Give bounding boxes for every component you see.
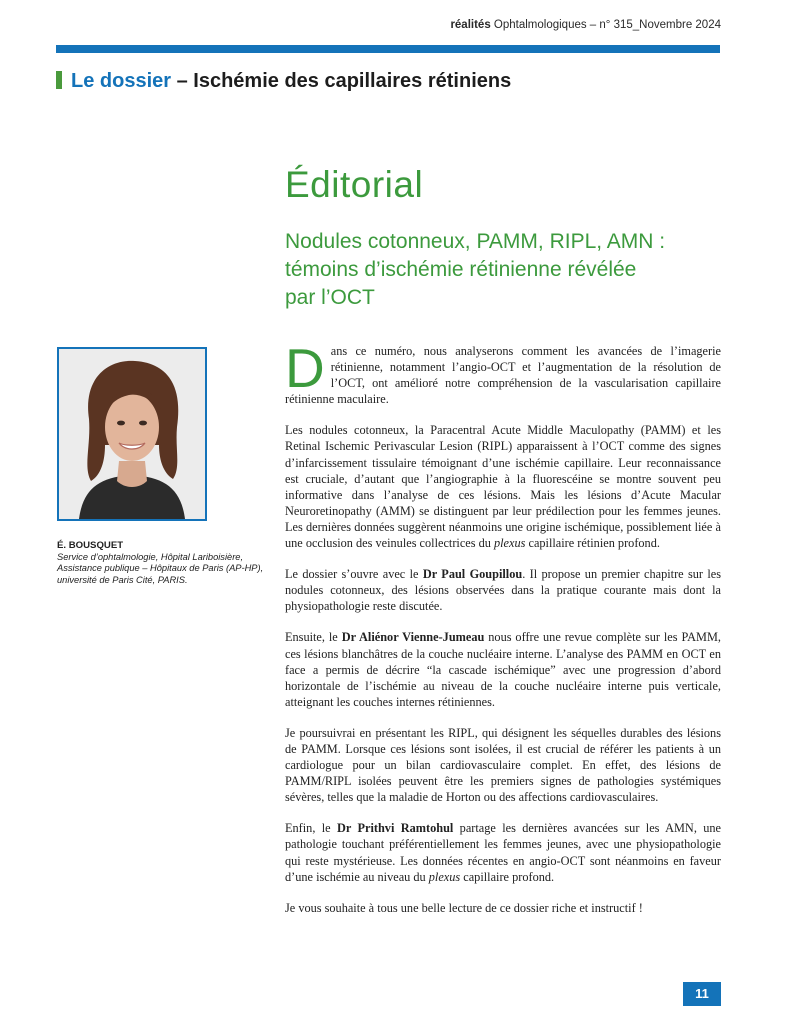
author-photo <box>57 347 207 521</box>
subtitle-line-1: Nodules cotonneux, PAMM, RIPL, AMN : <box>285 230 666 253</box>
paragraph-6-italic: plexus <box>428 869 461 884</box>
paragraph-7: Je vous souhaite à tous une belle lecture de ce dossier riche et instructif ! <box>285 900 643 915</box>
dossier-title: – Ischémie des capillaires rétiniens <box>171 70 512 92</box>
paragraph-6-text-b: partage les dernières avancées sur les AMN, une pathologie touchant préférentiellement les femmes jeunes, avec une physiopathologie qui reste mystérieuse. Les données récentes en angio-OCT sont néanmoins en faveur d’une ischémie au niveau du <box>285 821 722 884</box>
journal-header <box>450 19 721 31</box>
author-mention-goupillou: Dr Paul Goupillou <box>422 567 523 582</box>
paragraph-4-text-a: Ensuite, le <box>285 630 342 645</box>
author-mention-vienne-jumeau: Dr Aliénor Vienne-Jumeau <box>341 630 485 645</box>
author-affiliation-3: université de Paris Cité, PARIS. <box>57 574 188 585</box>
paragraph-2 <box>285 422 721 551</box>
editorial-heading: Éditorial <box>285 164 424 205</box>
author-affiliation-2: Assistance publique – Hôpitaux de Paris (AP-HP), <box>57 563 264 573</box>
author-portrait-illustration <box>59 349 205 519</box>
subtitle-line-2: témoins d’ischémie rétinienne révélée <box>285 258 637 281</box>
paragraph-4 <box>285 629 721 709</box>
dossier-heading <box>56 70 511 93</box>
header-rule <box>56 45 720 53</box>
paragraph-6-text-c: capillaire profond. <box>460 869 555 884</box>
paragraph-2-text-b: capillaire rétinien profond. <box>525 536 660 551</box>
subtitle-line-3: par l’OCT <box>285 286 375 309</box>
paragraph-1-text: ans ce numéro, nous analyserons comment les avancées de l’imagerie rétinienne, notamment l’angio-OCT et l’augmentation de la résolution de l’OCT, ont amélioré notre compréhension de la vascularisation capillaire rétinienne maculaire. <box>285 344 721 407</box>
drop-cap: D <box>285 337 325 399</box>
paragraph-3 <box>285 566 721 614</box>
paragraph-1 <box>285 337 721 407</box>
journal-brand: réalités <box>450 19 491 31</box>
paragraph-3-text-a: Le dossier s’ouvre avec le <box>285 567 423 582</box>
paragraph-5: Je poursuivrai en présentant les RIPL, qui désignent les séquelles durables des lésions de PAMM. Lorsque ces lésions sont isolées, il est crucial de référer les patients à un cardiologue pour un bilan cardiovasculaire complet. En effet, des lésions de PAMM/RIPL isolées peuvent être les premiers signes de pathologies systémiques sévères, telles que la maladie de Horton ou des affections cardiovasculaires. <box>285 725 721 805</box>
paragraph-6 <box>285 820 721 884</box>
paragraph-3-text-b: . Il propose un premier chapitre sur les nodules cotonneux, des lésions observées dans la pratique courante mais dont la physiopathologie reste discutée. <box>285 567 722 614</box>
green-marker <box>56 71 62 89</box>
paragraph-2-text-a: Les nodules cotonneux, la Paracentral Acute Middle Maculopathy (PAMM) et les Retinal Ischemic Perivascular Lesion (RIPL) apparaissent à l’OCT comme des signes d’infarcissement tissulaire témoignant d’une ischémie capillaire. Leur reconnaissance est cruciale, d’autant que l’angiographie à la fluorescéine se montre souvent peu informative dans l’analyse de ces lésions. Mais les lésions d’Acute Macular Neuroretinopathy (AMM) se distinguent par leur prédilection pour les femmes jeunes. Les dernières données suggèrent néanmoins une origine ischémique, possiblement liée à une occlusion des veinules collectrices du <box>285 423 721 551</box>
editorial-body <box>285 337 722 931</box>
page-number: 11 <box>683 982 721 1006</box>
author-affiliation-1: Service d’ophtalmologie, Hôpital Lariboisière, <box>57 551 244 562</box>
author-block <box>57 540 267 586</box>
paragraph-2-italic: plexus <box>493 536 526 551</box>
author-name: É. BOUSQUET <box>57 540 124 551</box>
journal-issue: Ophtalmologiques – n° 315_Novembre 2024 <box>490 19 721 31</box>
paragraph-4-text-b: nous offre une revue complète sur les PAMM, ces lésions blanchâtres de la couche nucléaire interne. L’analyse des PAMM en OCT en face a permis de décrire “la cascade ischémique” avec une progression d’abord horizontale de l’ischémie au niveau de la couche nucléaire interne puis verticale, atteignant les couches internes rétiniennes. <box>285 630 721 709</box>
dossier-label: Le dossier <box>71 70 172 92</box>
editorial-subtitle <box>285 228 725 312</box>
author-mention-ramtohul: Dr Prithvi Ramtohul <box>337 821 454 836</box>
paragraph-6-text-a: Enfin, le <box>285 821 337 836</box>
